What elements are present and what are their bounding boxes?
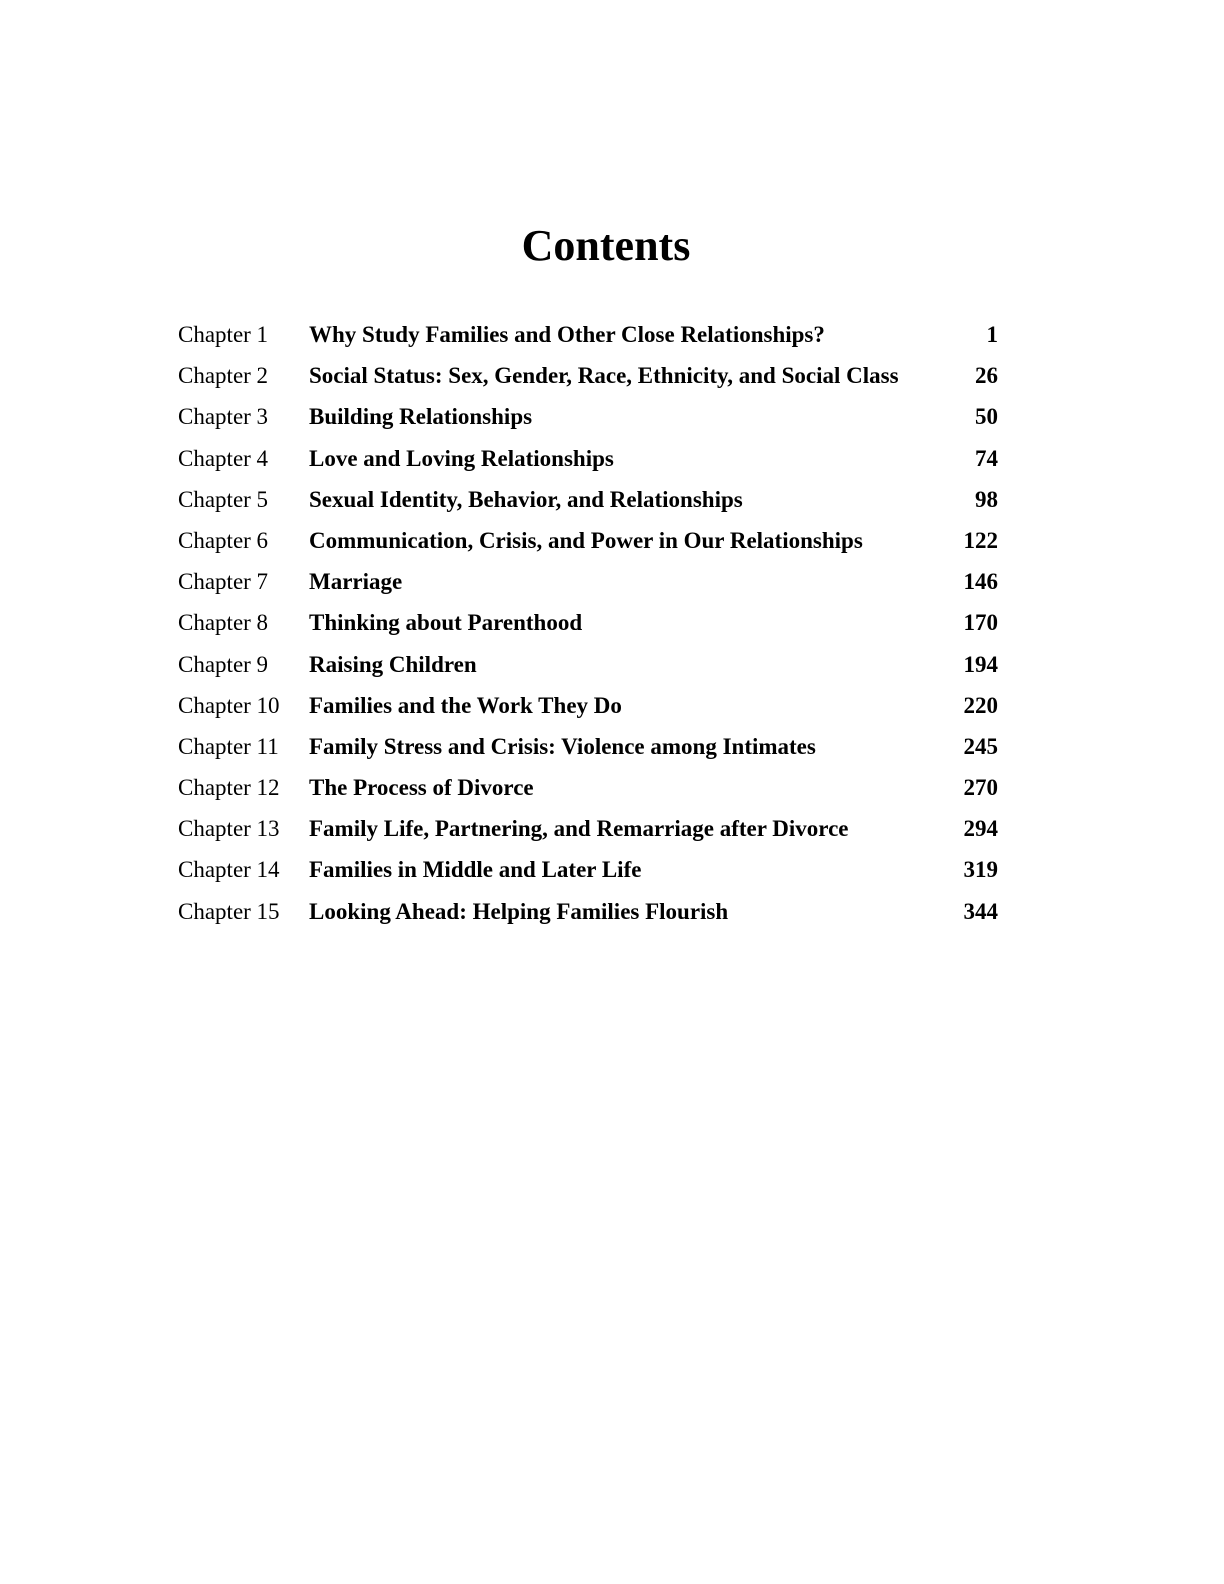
chapter-label: Chapter 14 xyxy=(178,857,280,883)
chapter-label: Chapter 8 xyxy=(178,610,269,636)
chapter-title: Family Stress and Crisis: Violence among Intimates xyxy=(309,733,816,759)
chapter-label: Chapter 13 xyxy=(178,816,280,842)
chapter-label: Chapter 2 xyxy=(178,363,269,389)
chapter-label: Chapter 15 xyxy=(178,898,280,924)
chapter-label: Chapter 1 xyxy=(178,322,269,347)
chapter-page-number: 98 xyxy=(975,486,998,512)
chapter-label: Chapter 3 xyxy=(178,404,269,430)
chapter-title: Thinking about Parenthood xyxy=(309,610,583,636)
chapter-page-number: 220 xyxy=(963,692,998,718)
chapter-page-number: 122 xyxy=(963,527,998,553)
chapter-page-number: 344 xyxy=(963,898,998,924)
chapter-title: The Process of Divorce xyxy=(309,775,534,801)
chapter-page-number: 74 xyxy=(975,445,998,471)
toc-entry-chapter-15[interactable] xyxy=(178,891,1008,932)
chapter-page-number: 245 xyxy=(963,733,998,759)
chapter-label: Chapter 5 xyxy=(178,486,269,512)
chapter-title: Why Study Families and Other Close Relationships? xyxy=(309,322,825,347)
chapter-title: Communication, Crisis, and Power in Our Relationships xyxy=(309,527,863,553)
chapter-title: Looking Ahead: Helping Families Flourish xyxy=(309,898,729,924)
toc-entry-chapter-9[interactable] xyxy=(178,644,1008,685)
toc-entry-chapter-12[interactable] xyxy=(178,767,1008,808)
page-title: Contents xyxy=(521,221,691,270)
chapter-label: Chapter 4 xyxy=(178,445,269,471)
chapter-label: Chapter 6 xyxy=(178,527,269,553)
toc-entry-chapter-3[interactable] xyxy=(178,396,1008,437)
chapter-page-number: 194 xyxy=(963,651,998,677)
chapter-page-number: 146 xyxy=(963,569,998,595)
toc-entry-chapter-6[interactable] xyxy=(178,520,1008,561)
table-of-contents xyxy=(178,314,1008,932)
toc-entry-chapter-11[interactable] xyxy=(178,726,1008,767)
chapter-page-number: 26 xyxy=(975,363,998,389)
chapter-title: Marriage xyxy=(309,569,403,595)
toc-entry-chapter-8[interactable] xyxy=(178,602,1008,643)
chapter-title: Families and the Work They Do xyxy=(309,692,622,718)
chapter-page-number: 319 xyxy=(963,857,998,883)
toc-entry-chapter-5[interactable] xyxy=(178,479,1008,520)
chapter-label: Chapter 10 xyxy=(178,692,280,718)
chapter-page-number: 50 xyxy=(975,404,998,430)
toc-entry-chapter-1[interactable] xyxy=(178,314,1008,355)
toc-entry-chapter-14[interactable] xyxy=(178,849,1008,890)
chapter-title: Family Life, Partnering, and Remarriage after Divorce xyxy=(309,816,849,842)
chapter-title: Social Status: Sex, Gender, Race, Ethnicity, and Social Class xyxy=(309,363,899,389)
chapter-label: Chapter 11 xyxy=(178,733,279,759)
chapter-page-number: 294 xyxy=(963,816,998,842)
chapter-title: Love and Loving Relationships xyxy=(309,445,614,471)
toc-entry-chapter-13[interactable] xyxy=(178,808,1008,849)
toc-entry-chapter-7[interactable] xyxy=(178,561,1008,602)
chapter-title: Families in Middle and Later Life xyxy=(309,857,642,883)
chapter-title: Sexual Identity, Behavior, and Relationships xyxy=(309,486,743,512)
toc-entry-chapter-10[interactable] xyxy=(178,685,1008,726)
toc-entry-chapter-4[interactable] xyxy=(178,438,1008,479)
chapter-page-number: 270 xyxy=(963,775,998,801)
chapter-page-number: 170 xyxy=(963,610,998,636)
chapter-title: Building Relationships xyxy=(309,404,533,430)
chapter-label: Chapter 9 xyxy=(178,651,269,677)
chapter-label: Chapter 7 xyxy=(178,569,269,595)
chapter-page-number: 1 xyxy=(986,322,998,347)
chapter-label: Chapter 12 xyxy=(178,775,280,801)
chapter-title: Raising Children xyxy=(309,651,477,677)
toc-entry-chapter-2[interactable] xyxy=(178,355,1008,396)
